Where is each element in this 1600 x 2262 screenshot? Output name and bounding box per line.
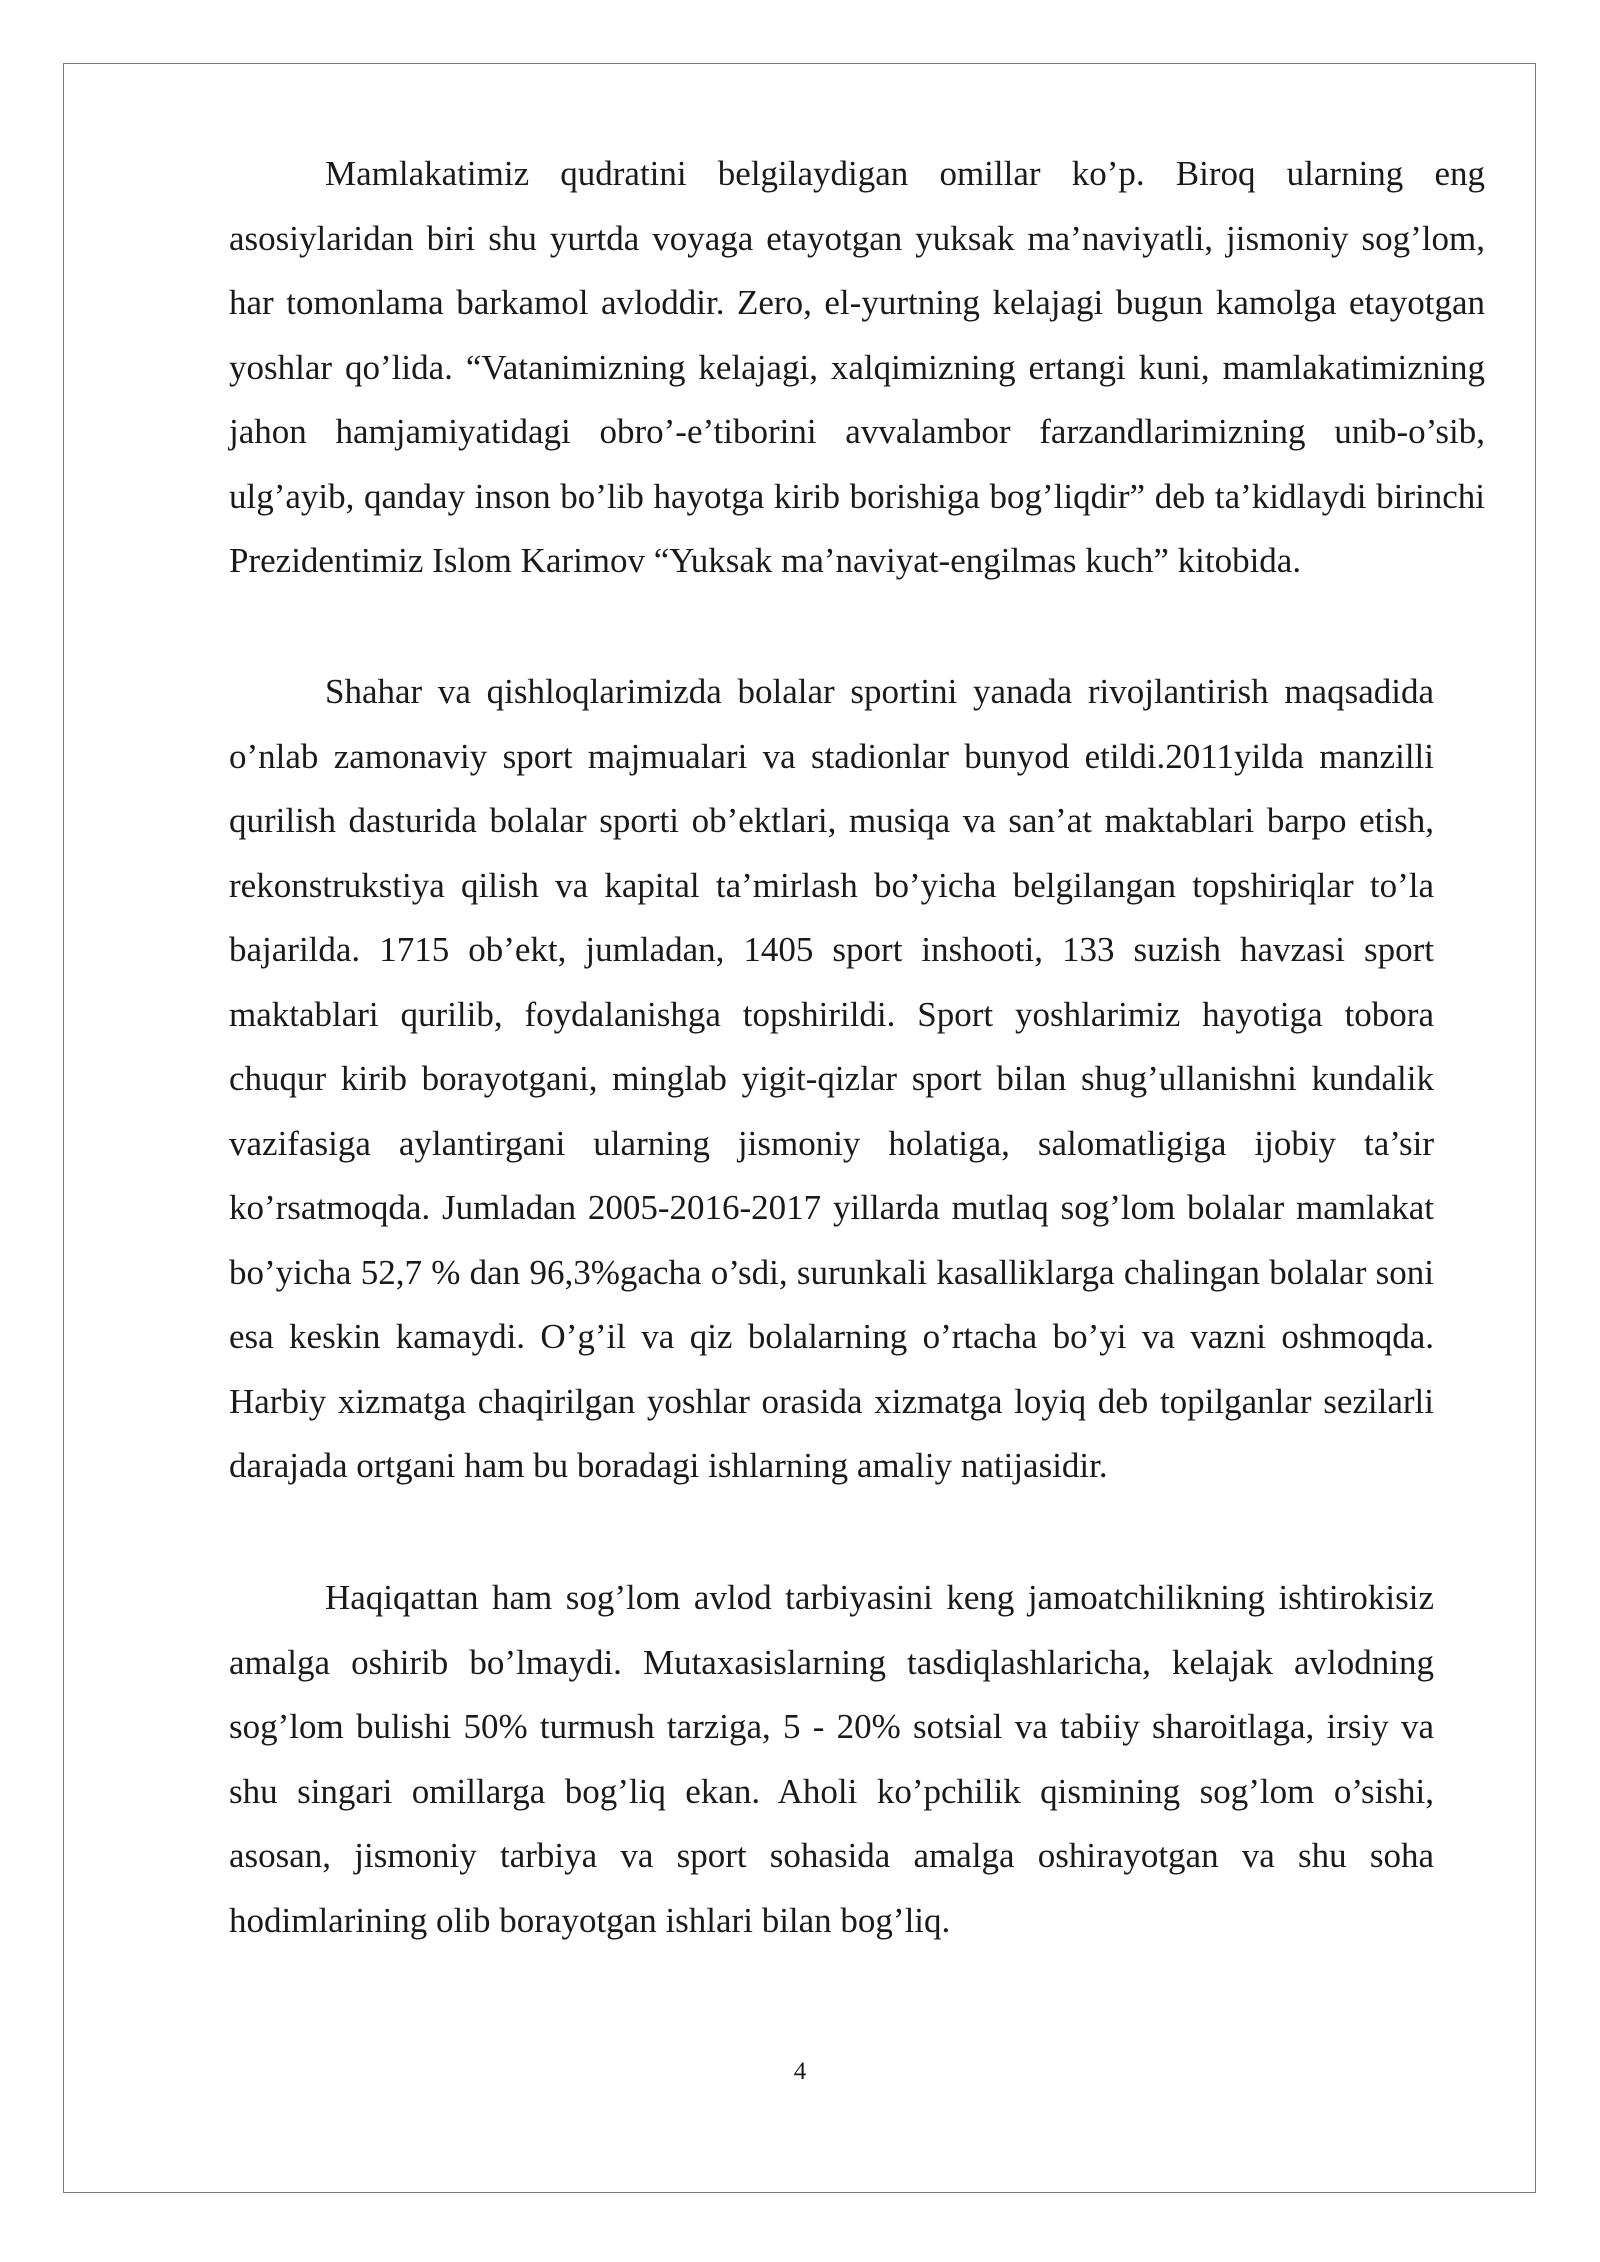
- paragraph-1: [229, 142, 1485, 594]
- page-number: 4: [793, 2058, 807, 2085]
- paragraph-3: [229, 1566, 1434, 1953]
- paragraph-3-text: Haqiqattan ham sog’lom avlod tarbiyasini keng jamoatchilikning ishtirokisiz amalga oshirib bo’lmaydi. Mutaxasislarning tasdiqlashlaricha, kelajak avlodning sog’lom bulishi 50% turmush tarziga, 5 - 20% sotsial va tabiiy sharoitlaga, irsiy va shu singari omillarga bog’liq ekan. Aholi ko’pchilik qismining sog’lom o’sishi, asosan, jismoniy tarbiya va sport sohasida amalga oshirayotgan va shu soha hodimlarining olib borayotgan ishlari bilan bog’liq.: [229, 1578, 1434, 1940]
- paragraph-2-text: Shahar va qishloqlarimizda bolalar sportini yanada rivojlantirish maqsadida o’nlab zamonaviy sport majmualari va stadionlar bunyod etildi.2011yilda manzilli qurilish dasturida bolalar sporti ob’ektlari, musiqa va san’at maktablari barpo etish, rekonstrukstiya qilish va kapital ta’mirlash bo’yicha belgilangan topshiriqlar to’la bajarilda. 1715 ob’ekt, jumladan, 1405 sport inshooti, 133 suzish havzasi sport maktablari qurilib, foydalanishga topshirildi. Sport yoshlarimiz hayotiga tobora chuqur kirib borayotgani, minglab yigit-qizlar sport bilan shug’ullanishni kundalik vazifasiga aylantirgani ularning jismoniy holatiga, salomatligiga ijobiy ta’sir ko’rsatmoqda. Jumladan 2005-2016-2017 yillarda mutlaq sog’lom bolalar mamlakat bo’yicha 52,7 % dan 96,3%gacha o’sdi, surunkali kasalliklarga chalingan bolalar soni esa keskin kamaydi. O’g’il va qiz bolalarning o’rtacha bo’yi va vazni oshmoqda. Harbiy xizmatga chaqirilgan yoshlar orasida xizmatga loyiq deb topilganlar sezilarli darajada ortgani ham bu boradagi ishlarning amaliy natijasidir.: [229, 672, 1434, 1485]
- paragraph-2: [229, 660, 1434, 1499]
- paragraph-1-text: Mamlakatimiz qudratini belgilaydigan omillar ko’p. Biroq ularning eng asosiylaridan biri shu yurtda voyaga etayotgan yuksak ma’naviyatli, jismoniy sog’lom, har tomonlama barkamol avloddir. Zero, el-yurtning kelajagi bugun kamolga etayotgan yoshlar qo’lida. “Vatanimizning kelajagi, xalqimizning ertangi kuni, mamlakatimizning jahon hamjamiyatidagi obro’-e’tiborini avvalambor farzandlarimizning unib-o’sib, ulg’ayib, qanday inson bo’lib hayotga kirib borishiga bog’liqdir” deb ta’kidlaydi birinchi Prezidentimiz Islom Karimov “Yuksak ma’naviyat-engilmas kuch” kitobida.: [229, 154, 1485, 580]
